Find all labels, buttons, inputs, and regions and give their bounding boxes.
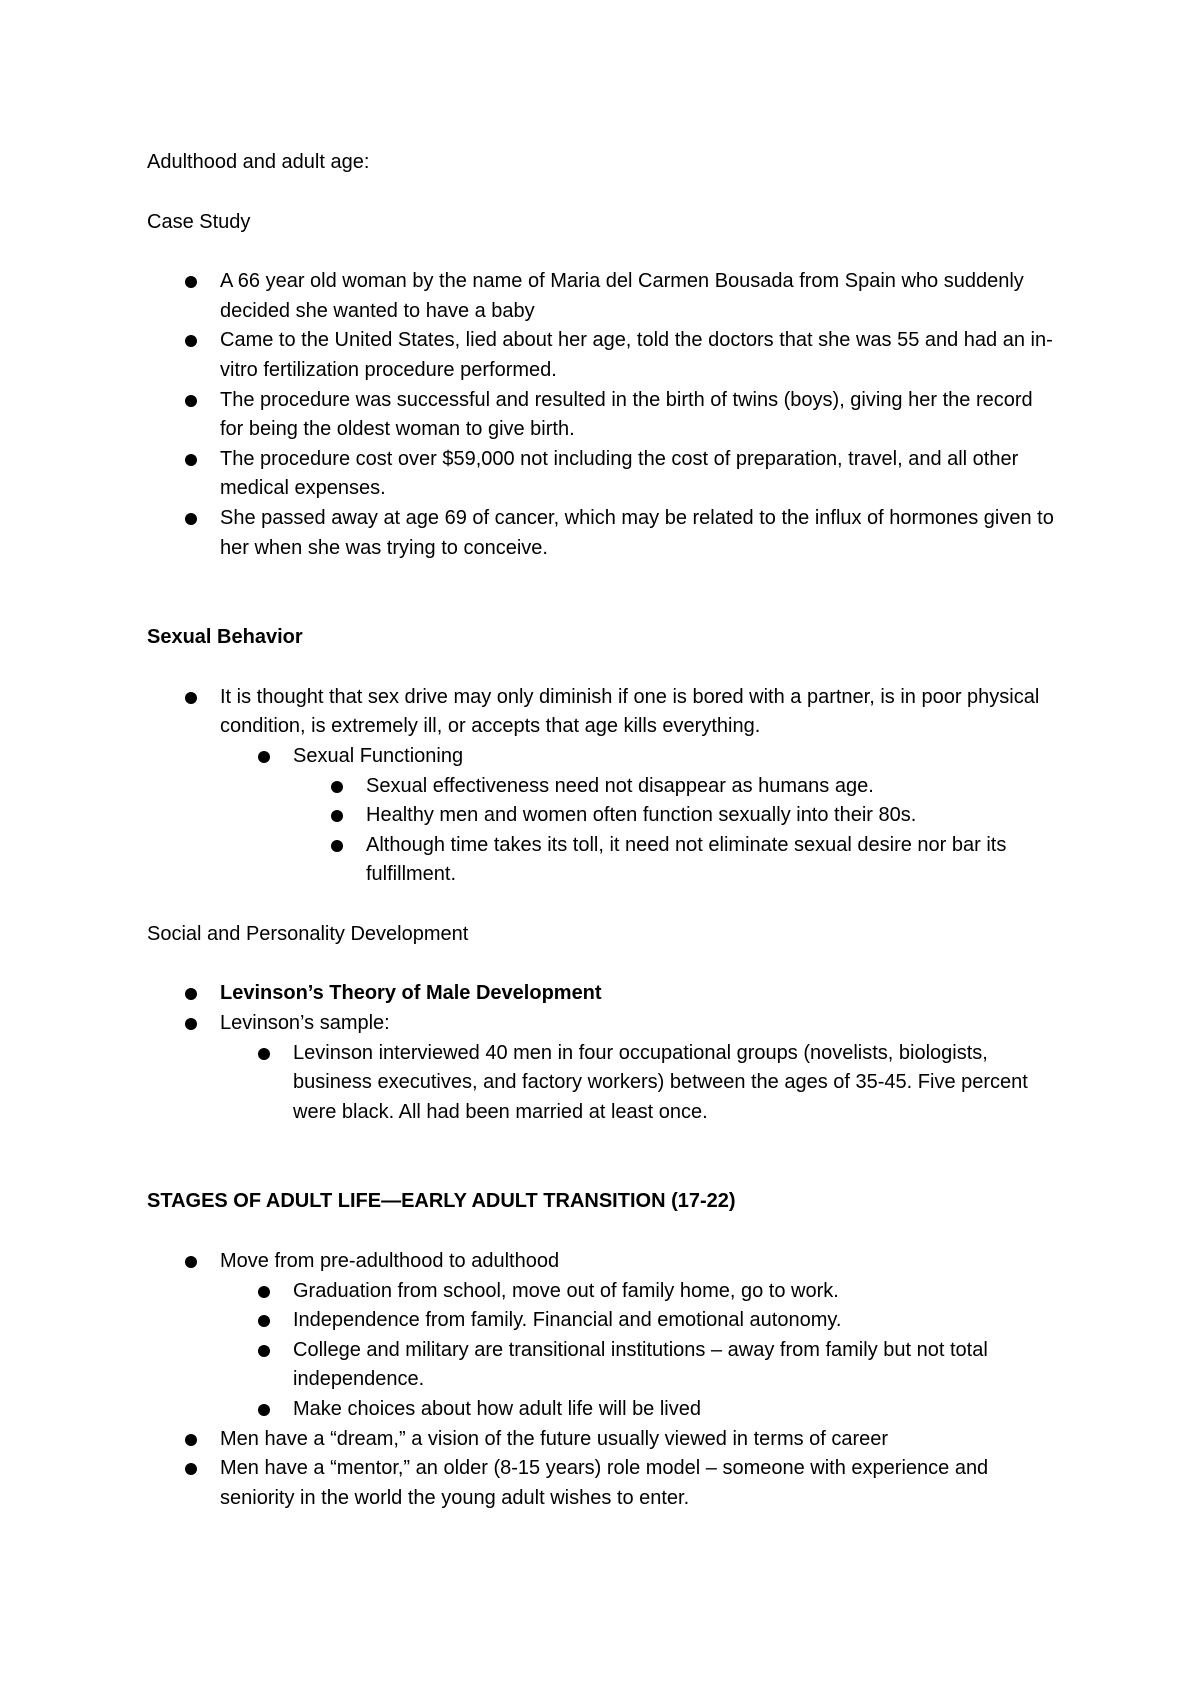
list-item-text: Healthy men and women often function sexually into their 80s.	[366, 804, 917, 827]
bullet-icon	[185, 1463, 197, 1475]
social-list	[147, 979, 1080, 1127]
list-item-text: Although time takes its toll, it need not eliminate sexual desire nor bar its fulfillment.	[366, 833, 1007, 886]
list-item	[147, 801, 1080, 831]
list-item-text: It is thought that sex drive may only diminish if one is bored with a partner, is in poor physical condition, is extremely ill, or accepts that age kills everything.	[220, 685, 1040, 738]
list-item	[147, 1247, 1080, 1277]
list-item-text: Graduation from school, move out of family home, go to work.	[293, 1279, 839, 1302]
bullet-icon	[331, 781, 343, 793]
list-item-text: Men have a “dream,” a vision of the future usually viewed in terms of career	[220, 1427, 889, 1450]
list-item	[147, 772, 1080, 802]
list-item	[147, 1425, 1080, 1455]
sexual-behavior-list	[147, 683, 1080, 890]
list-item-text: Levinson’s Theory of Male Development	[220, 982, 602, 1005]
bullet-icon	[185, 513, 197, 525]
list-item	[147, 1306, 1080, 1336]
bullet-icon	[258, 1345, 270, 1357]
list-item-text: She passed away at age 69 of cancer, which may be related to the influx of hormones given to her when she was trying to conceive.	[220, 506, 1054, 559]
list-item-text: Make choices about how adult life will be lived	[293, 1398, 701, 1420]
bullet-icon	[185, 692, 197, 704]
list-item-text: A 66 year old woman by the name of Maria del Carmen Bousada from Spain who suddenly decided she wanted to have a baby	[220, 270, 1024, 322]
list-item	[147, 683, 1080, 742]
list-item	[147, 445, 1080, 504]
bullet-icon	[185, 1018, 197, 1030]
list-item	[147, 1395, 1080, 1425]
sexual-behavior-heading: Sexual Behavior	[147, 626, 303, 649]
list-item	[147, 1039, 1080, 1128]
list-item	[147, 267, 1080, 326]
stages-heading: STAGES OF ADULT LIFE—EARLY ADULT TRANSITION (17-22)	[147, 1190, 736, 1213]
list-item	[147, 504, 1080, 563]
list-item-text: Levinson’s sample:	[220, 1012, 390, 1035]
bullet-icon	[185, 276, 197, 288]
list-item	[147, 979, 1080, 1009]
list-item-text: Men have a “mentor,” an older (8-15 years) role model – someone with experience and seniority in the world the young adult wishes to enter.	[220, 1457, 989, 1509]
list-item-text: Move from pre-adulthood to adulthood	[220, 1250, 560, 1273]
list-item-text: College and military are transitional institutions – away from family but not total independence.	[293, 1338, 988, 1391]
bullet-icon	[185, 454, 197, 466]
stages-list	[147, 1247, 1080, 1513]
list-item	[147, 1009, 1080, 1039]
bullet-icon	[331, 810, 343, 822]
list-item-text: Sexual Functioning	[293, 744, 464, 767]
list-item	[147, 1336, 1080, 1395]
bullet-icon	[185, 1434, 197, 1446]
list-item	[147, 831, 1080, 890]
list-item	[147, 386, 1080, 445]
bullet-icon	[258, 1048, 270, 1060]
list-item-text: Levinson interviewed 40 men in four occupational groups (novelists, biologists, business executives, and factory workers) between the ages of 35-45. Five percent were black. All had been married at least once.	[293, 1041, 1028, 1123]
bullet-icon	[258, 1404, 270, 1416]
list-item-text: The procedure cost over $59,000 not including the cost of preparation, travel, and all other medical expenses.	[220, 447, 1019, 500]
list-item-text: The procedure was successful and resulted in the birth of twins (boys), giving her the record for being the oldest woman to give birth.	[220, 388, 1033, 441]
bullet-icon	[185, 988, 197, 1000]
list-item-text: Independence from family. Financial and emotional autonomy.	[293, 1309, 842, 1332]
bullet-icon	[258, 751, 270, 763]
doc-title: Adulthood and adult age:	[147, 151, 370, 173]
bullet-icon	[258, 1286, 270, 1298]
list-item	[147, 1454, 1080, 1513]
list-item	[147, 326, 1080, 385]
bullet-icon	[185, 395, 197, 407]
list-item	[147, 1277, 1080, 1307]
case-study-heading: Case Study	[147, 210, 251, 233]
bullet-icon	[331, 840, 343, 852]
case-study-list	[147, 267, 1080, 563]
social-heading: Social and Personality Development	[147, 922, 469, 945]
bullet-icon	[185, 335, 197, 347]
list-item-text: Came to the United States, lied about her age, told the doctors that she was 55 and had an in-vitro fertilization procedure performed.	[220, 329, 1053, 381]
bullet-icon	[185, 1256, 197, 1268]
list-item	[147, 742, 1080, 772]
bullet-icon	[258, 1315, 270, 1327]
list-item-text: Sexual effectiveness need not disappear as humans age.	[366, 774, 874, 797]
